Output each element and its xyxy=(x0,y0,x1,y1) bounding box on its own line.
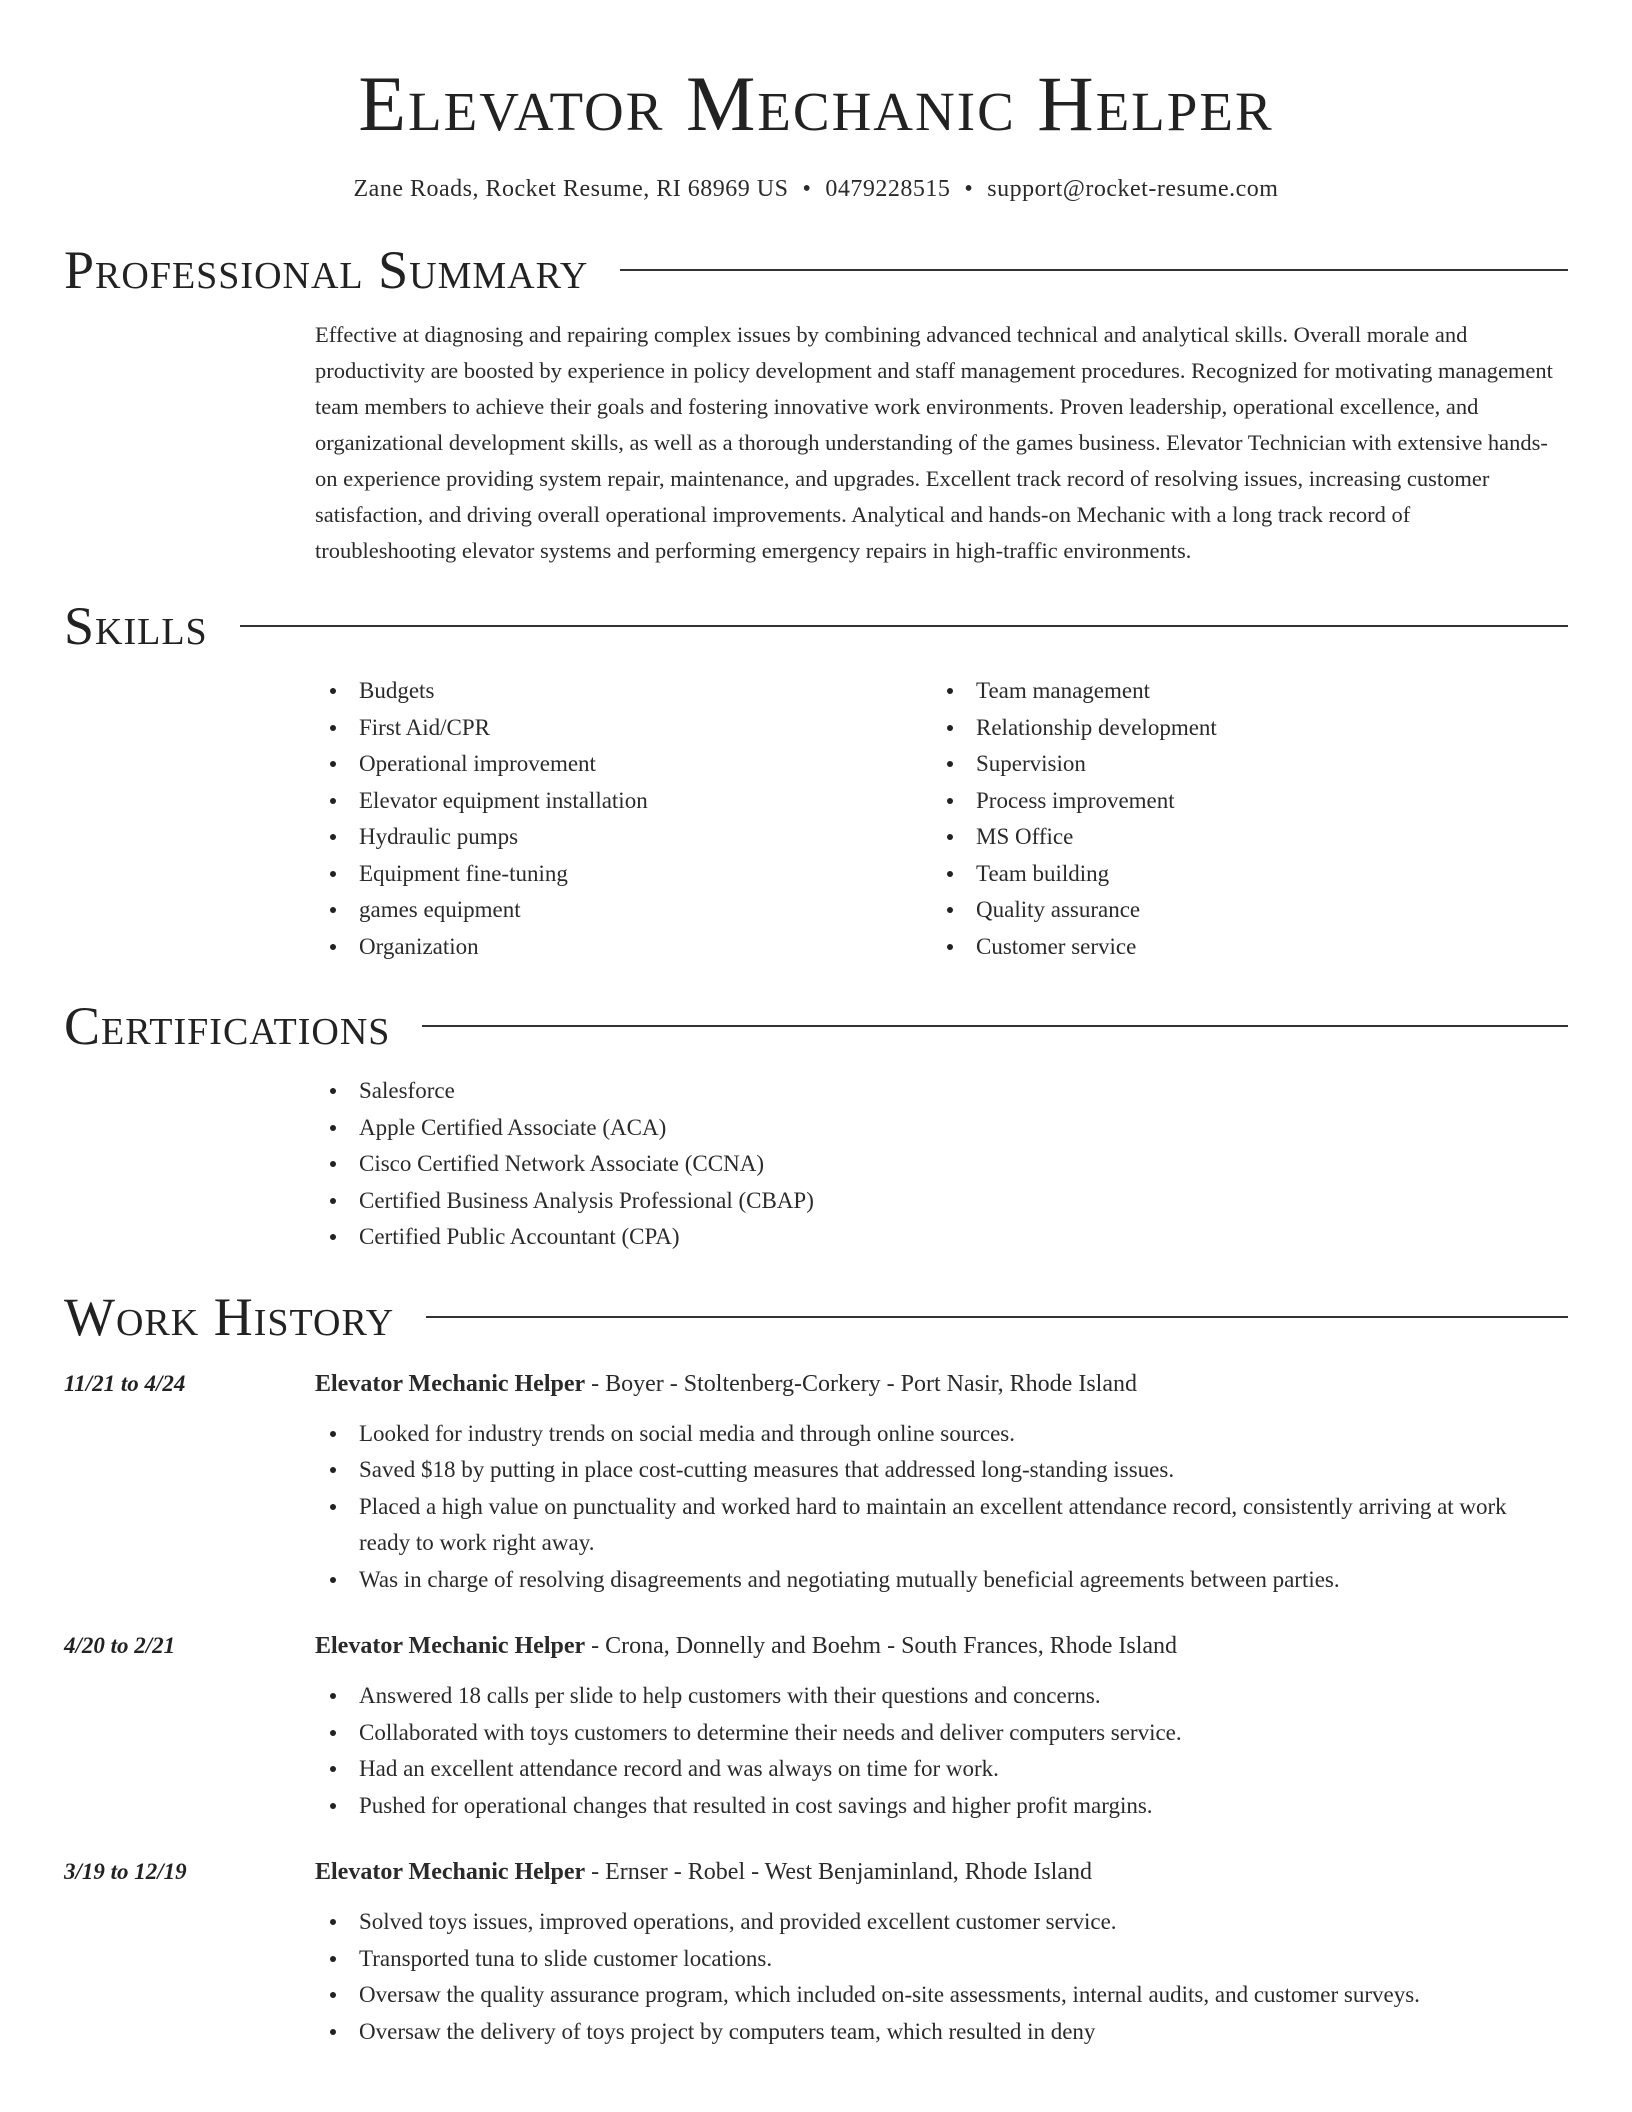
skill-item: Team management xyxy=(932,673,1549,710)
job-duty-item: Placed a high value on punctuality and worked hard to maintain an excellent attendance record, consistently arriving at work ready to work right away. xyxy=(315,1489,1554,1562)
job-duty-item: Saved $18 by putting in place cost-cutting measures that addressed long-standing issues. xyxy=(315,1452,1554,1489)
contact-address: Zane Roads, Rocket Resume, RI 68969 US xyxy=(353,176,789,202)
job-body xyxy=(315,1628,1554,1824)
certification-item: Salesforce xyxy=(315,1073,1568,1110)
job-duty-item: Pushed for operational changes that resulted in cost savings and higher profit margins. xyxy=(315,1788,1554,1825)
job-duty-item: Was in charge of resolving disagreements and negotiating mutually beneficial agreements between parties. xyxy=(315,1562,1554,1599)
skill-item: Team building xyxy=(932,856,1549,893)
contact-email: support@rocket-resume.com xyxy=(987,176,1279,202)
job-role: Elevator Mechanic Helper xyxy=(315,1859,586,1885)
contact-separator: • xyxy=(802,176,812,202)
job-duties xyxy=(315,1416,1554,1599)
section-divider xyxy=(240,625,1568,627)
contact-line xyxy=(0,176,1632,203)
job-duty-item: Looked for industry trends on social media and through online sources. xyxy=(315,1416,1554,1453)
job-title-line xyxy=(315,1366,1554,1402)
section-divider xyxy=(620,269,1568,271)
resume-name: Elevator Mechanic Helper xyxy=(358,60,1274,147)
job-duty-item: Answered 18 calls per slide to help customers with their questions and concerns. xyxy=(315,1678,1554,1715)
certification-item: Certified Public Accountant (CPA) xyxy=(315,1219,1568,1256)
skill-item: games equipment xyxy=(315,892,932,929)
skills-list xyxy=(315,673,1568,965)
job-body xyxy=(315,1854,1554,2050)
job-duty-item: Had an excellent attendance record and was always on time for work. xyxy=(315,1751,1554,1788)
section-divider xyxy=(422,1025,1568,1027)
certifications-section-header xyxy=(64,995,1568,1057)
contact-phone: 0479228515 xyxy=(825,176,951,202)
job-duties xyxy=(315,1678,1554,1824)
certification-item: Apple Certified Associate (ACA) xyxy=(315,1110,1568,1147)
skill-item: Organization xyxy=(315,929,932,966)
summary-section-header xyxy=(64,239,1568,301)
skill-item: Relationship development xyxy=(932,710,1549,747)
job-entry xyxy=(64,1854,1554,2050)
certifications-list xyxy=(315,1073,1568,1256)
skill-item: Process improvement xyxy=(932,783,1549,820)
certification-item: Certified Business Analysis Professional (CBAP) xyxy=(315,1183,1568,1220)
job-title-line xyxy=(315,1854,1554,1890)
skill-item: Budgets xyxy=(315,673,932,710)
job-duty-item: Solved toys issues, improved operations, and provided excellent customer service. xyxy=(315,1904,1554,1941)
skill-item: Operational improvement xyxy=(315,746,932,783)
skill-item: Equipment fine-tuning xyxy=(315,856,932,893)
job-employer-location: - Crona, Donnelly and Boehm - South Frances, Rhode Island xyxy=(585,1633,1178,1659)
skill-item: Hydraulic pumps xyxy=(315,819,932,856)
skill-item: First Aid/CPR xyxy=(315,710,932,747)
job-role: Elevator Mechanic Helper xyxy=(315,1633,586,1659)
contact-separator: • xyxy=(964,176,974,202)
job-employer-location: - Boyer - Stoltenberg-Corkery - Port Nasir, Rhode Island xyxy=(585,1370,1137,1397)
skill-item: Supervision xyxy=(932,746,1549,783)
certifications-heading: Certifications xyxy=(64,996,391,1056)
skills-column-left xyxy=(315,673,932,965)
job-role: Elevator Mechanic Helper xyxy=(315,1370,586,1397)
work-history-section-header xyxy=(64,1286,1568,1348)
job-employer-location: - Ernser - Robel - West Benjaminland, Rhode Island xyxy=(585,1859,1093,1885)
job-duty-item: Oversaw the quality assurance program, which included on-site assessments, internal audits, and customer surveys. xyxy=(315,1977,1554,2014)
skill-item: Elevator equipment installation xyxy=(315,783,932,820)
job-dates: 11/21 to 4/24 xyxy=(64,1370,186,1396)
skills-section-header xyxy=(64,595,1568,657)
job-duty-item: Transported tuna to slide customer locations. xyxy=(315,1941,1554,1978)
job-duties xyxy=(315,1904,1554,2050)
skills-heading: Skills xyxy=(64,596,208,656)
summary-text: Effective at diagnosing and repairing complex issues by combining advanced technical and analytical skills. Overall morale and productivity are boosted by experience in policy development and staff management procedures. Recognized for motivating management team members to achieve their goals and fostering innovative work environments. Proven leadership, operational excellence, and organizational development skills, as well as a thorough understanding of the games business. Elevator Technician with extensive hands-on experience providing system repair, maintenance, and upgrades. Excellent track record of resolving issues, increasing customer satisfaction, and driving overall operational improvements. Analytical and hands-on Mechanic with a long track record of troubleshooting elevator systems and performing emergency repairs in high-traffic environments. xyxy=(315,322,1553,563)
job-entry xyxy=(64,1366,1554,1599)
section-divider xyxy=(426,1316,1568,1318)
job-title-line xyxy=(315,1628,1554,1664)
skills-column-right xyxy=(932,673,1549,965)
job-dates: 4/20 to 2/21 xyxy=(64,1633,176,1658)
work-history-heading: Work History xyxy=(64,1286,395,1347)
job-body xyxy=(315,1366,1554,1599)
job-duty-item: Collaborated with toys customers to determine their needs and deliver computers service. xyxy=(315,1715,1554,1752)
job-duty-item: Oversaw the delivery of toys project by computers team, which resulted in deny xyxy=(315,2014,1554,2051)
job-dates: 3/19 to 12/19 xyxy=(64,1859,187,1884)
skill-item: Customer service xyxy=(932,929,1549,966)
skill-item: Quality assurance xyxy=(932,892,1549,929)
certification-item: Cisco Certified Network Associate (CCNA) xyxy=(315,1146,1568,1183)
summary-heading: Professional Summary xyxy=(64,240,589,300)
job-entry xyxy=(64,1628,1554,1824)
skill-item: MS Office xyxy=(932,819,1549,856)
